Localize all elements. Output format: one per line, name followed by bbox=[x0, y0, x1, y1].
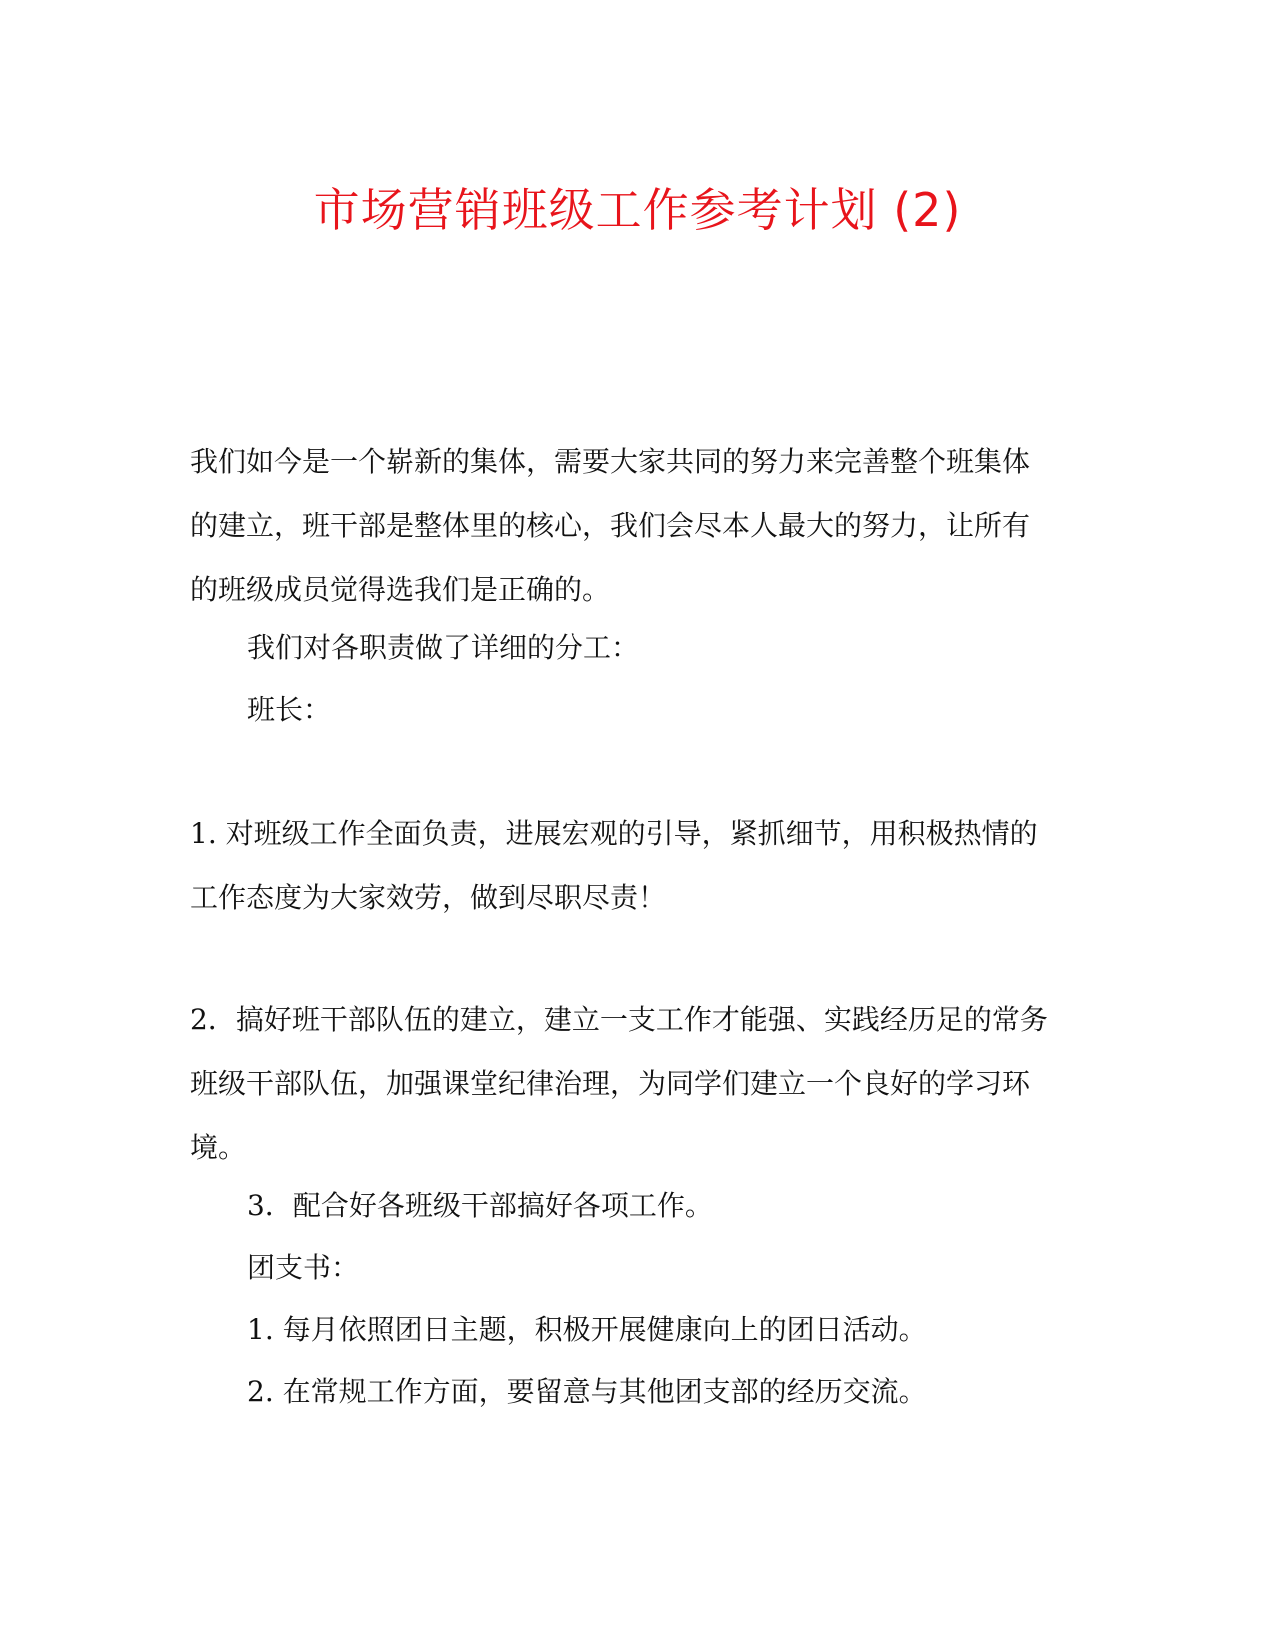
list-item-line: 2．搞好班干部队伍的建立，建立一支工作才能强、实践经历足的常务 bbox=[190, 1003, 1048, 1036]
section-heading-line: 班长： bbox=[247, 693, 332, 726]
list-item-line: 班级干部队伍，加强课堂纪律治理，为同学们建立一个良好的学习环 bbox=[190, 1067, 1031, 1100]
paragraph-line: 我们如今是一个崭新的集体，需要大家共同的努力来完善整个班集体 bbox=[190, 445, 1031, 478]
document-title: 市场营销班级工作参考计划 (2) bbox=[313, 183, 962, 237]
list-item-line: 3．配合好各班级干部搞好各项工作。 bbox=[247, 1189, 713, 1222]
intro-paragraph bbox=[190, 430, 1080, 622]
league-secretary-item-1 bbox=[190, 1298, 1137, 1362]
monitor-heading bbox=[190, 678, 1137, 742]
league-secretary-item-2 bbox=[190, 1360, 1137, 1424]
monitor-item-1 bbox=[190, 802, 1080, 930]
list-item-line: 2. 在常规工作方面，要留意与其他团支部的经历交流。 bbox=[247, 1375, 927, 1408]
list-item-line: 境。 bbox=[190, 1131, 247, 1164]
paragraph-line: 我们对各职责做了详细的分工： bbox=[247, 631, 640, 664]
league-secretary-heading bbox=[190, 1236, 1137, 1300]
list-item-line: 1. 每月依照团日主题，积极开展健康向上的团日活动。 bbox=[247, 1313, 927, 1346]
list-item-line: 1. 对班级工作全面负责，进展宏观的引导，紧抓细节，用积极热情的 bbox=[190, 817, 1038, 850]
paragraph-line: 的班级成员觉得选我们是正确的。 bbox=[190, 573, 611, 606]
monitor-item-3 bbox=[190, 1174, 1137, 1238]
division-intro-paragraph bbox=[190, 616, 1137, 680]
monitor-item-2 bbox=[190, 988, 1080, 1180]
list-item-line: 工作态度为大家效劳，做到尽职尽责！ bbox=[190, 881, 667, 914]
paragraph-line: 的建立，班干部是整体里的核心，我们会尽本人最大的努力，让所有 bbox=[190, 509, 1031, 542]
section-heading-line: 团支书： bbox=[247, 1251, 360, 1284]
